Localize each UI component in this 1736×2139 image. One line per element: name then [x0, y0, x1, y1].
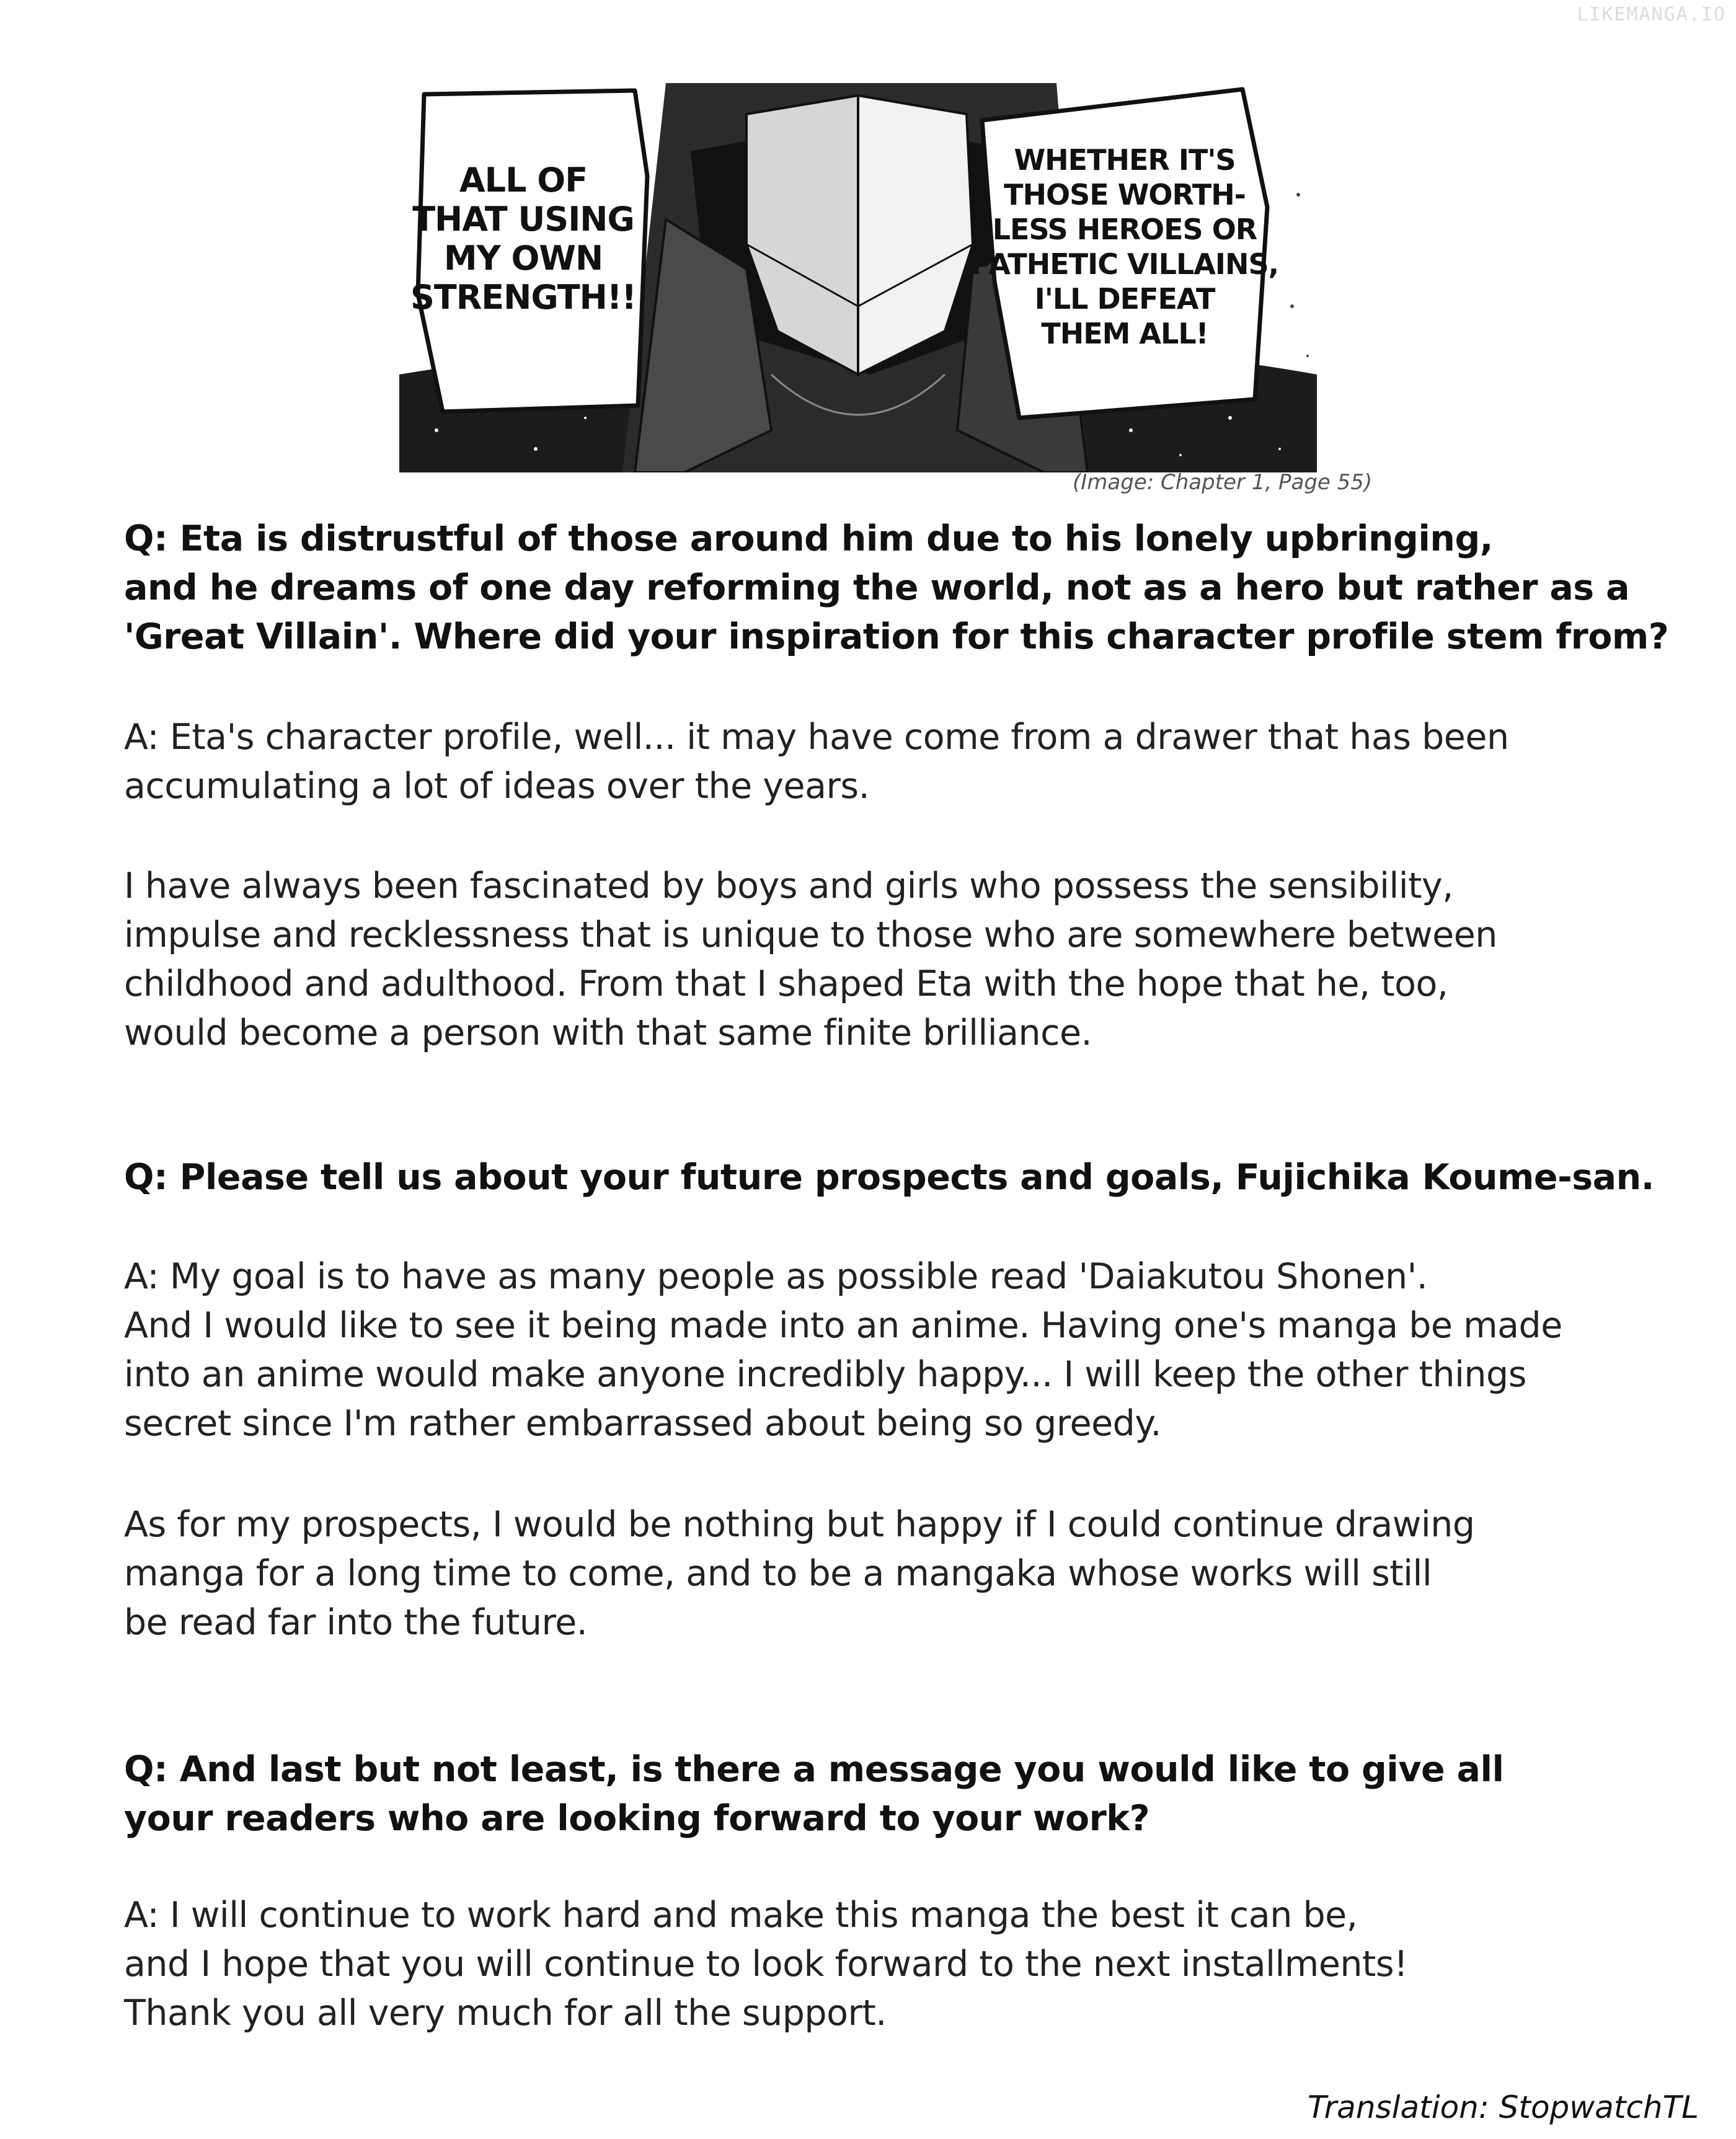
text-line: and I hope that you will continue to look forward to the next installments! [124, 1944, 1408, 1985]
answer-paragraph [124, 1252, 1562, 1448]
text-line: Q: Eta is distrustful of those around him due to his lonely upbringing, [124, 518, 1493, 559]
text-line: into an anime would make anyone incredibly happy... I will keep the other things [124, 1354, 1526, 1395]
text-line: secret since I'm rather embarrassed about being so greedy. [124, 1403, 1162, 1444]
text-line: Q: Please tell us about your future prospects and goals, Fujichika Koume-san. [124, 1157, 1654, 1198]
text-line: accumulating a lot of ideas over the years. [124, 766, 870, 807]
text-line: A: I will continue to work hard and make this manga the best it can be, [124, 1895, 1358, 1936]
answer-paragraph [124, 862, 1497, 1058]
text-line: Thank you all very much for all the support. [124, 1993, 887, 2034]
answer-paragraph [124, 713, 1509, 811]
bubble-left-line: THAT USING [412, 200, 634, 239]
text-line: manga for a long time to come, and to be a mangaka whose works will still [124, 1553, 1432, 1594]
bubble-left-line: STRENGTH!! [410, 278, 637, 317]
image-caption: (Image: Chapter 1, Page 55) [1073, 470, 1373, 495]
text-line: I have always been fascinated by boys and girls who possess the sensibility, [124, 866, 1453, 906]
text-line: As for my prospects, I would be nothing but happy if I could continue drawing [124, 1504, 1475, 1545]
text-line: and he dreams of one day reforming the world, not as a hero but rather as a [124, 567, 1630, 608]
answer-paragraph [124, 1500, 1475, 1647]
text-line: would become a person with that same finite brilliance. [124, 1012, 1092, 1053]
watermark: LIKEMANGA.IO [1577, 4, 1726, 25]
text-line: your readers who are looking forward to your work? [124, 1798, 1150, 1839]
bubble-right-line: WHETHER IT'S [1014, 143, 1236, 177]
manga-panel [399, 83, 1317, 472]
text-line: 'Great Villain'. Where did your inspiration for this character profile stem from? [124, 616, 1669, 657]
text-line: childhood and adulthood. From that I shaped Eta with the hope that he, too, [124, 963, 1448, 1004]
text-line: A: My goal is to have as many people as possible read 'Daiakutou Shonen'. [124, 1256, 1428, 1297]
text-line: impulse and recklessness that is unique to those who are somewhere between [124, 914, 1497, 955]
question-paragraph [124, 1745, 1504, 1843]
answer-paragraph [124, 1891, 1407, 2038]
text-line: Q: And last but not least, is there a message you would like to give all [124, 1749, 1504, 1790]
bubble-left-line: MY OWN [443, 239, 603, 278]
bubble-right-line: THEM ALL! [1041, 317, 1208, 350]
bubble-right-line: PATHETIC VILLAINS, [970, 247, 1279, 281]
text-line: A: Eta's character profile, well... it may have come from a drawer that has been [124, 717, 1509, 758]
bubble-right-line: LESS HEROES OR [992, 213, 1257, 246]
question-paragraph [124, 515, 1668, 662]
translation-credit: Translation: StopwatchTL [1307, 2089, 1699, 2125]
bubble-right-line: THOSE WORTH- [1004, 178, 1246, 211]
bubble-left-line: ALL OF [459, 161, 588, 200]
question-paragraph [124, 1153, 1654, 1202]
text-line: be read far into the future. [124, 1602, 588, 1643]
bubble-right-line: I'LL DEFEAT [1034, 282, 1215, 316]
text-line: And I would like to see it being made into an anime. Having one's manga be made [124, 1305, 1562, 1346]
